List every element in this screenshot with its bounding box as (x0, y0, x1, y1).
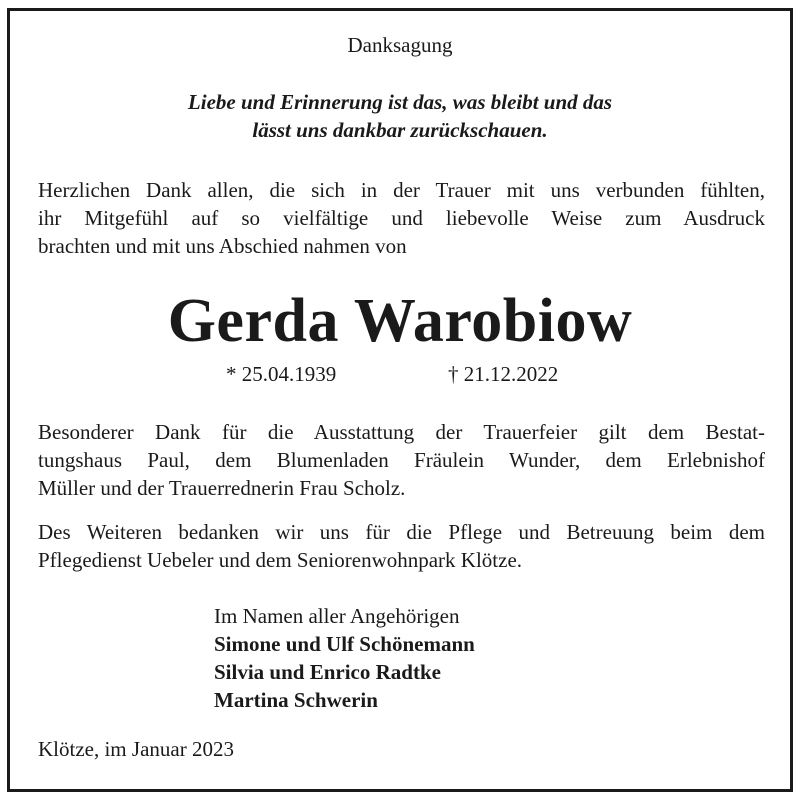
signature-intro: Im Namen aller Angehörigen (214, 604, 460, 628)
motto-line: lässt uns dankbar zurückschauen. (252, 118, 548, 142)
further-thanks-line: Des Weiteren bedanken wir uns für die Pflege und Betreuung beim dem (38, 520, 765, 544)
intro-line: ihr Mitgefühl auf so vielfältige und liebevolle Weise zum Ausdruck (38, 206, 765, 230)
deceased-name: Gerda Warobiow (167, 287, 633, 355)
special-thanks-line: Müller und der Trauerrednerin Frau Scholz. (38, 476, 406, 500)
signatory-name: Silvia und Enrico Radtke (214, 660, 441, 684)
death-date: † 21.12.2022 (448, 362, 559, 386)
intro-line: brachten und mit uns Abschied nahmen von (38, 234, 407, 258)
signature-block (214, 602, 475, 714)
special-thanks-line: tungshaus Paul, dem Blumenladen Fräulein Wunder, dem Erlebnishof (38, 448, 765, 472)
intro-paragraph (38, 176, 765, 260)
special-thanks-line: Besonderer Dank für die Ausstattung der Trauerfeier gilt dem Bestat- (38, 420, 765, 444)
further-thanks-paragraph (38, 518, 765, 574)
notice-heading: Danksagung (347, 33, 453, 57)
signatory-name: Martina Schwerin (214, 688, 378, 712)
special-thanks-paragraph (38, 418, 765, 502)
place-date: Klötze, im Januar 2023 (38, 737, 234, 761)
intro-line: Herzlichen Dank allen, die sich in der Trauer mit uns verbunden fühlten, (38, 178, 765, 202)
motto-line: Liebe und Erinnerung ist das, was bleibt und das (187, 90, 613, 114)
signatory-name: Simone und Ulf Schönemann (214, 632, 475, 656)
birth-date: * 25.04.1939 (226, 362, 337, 386)
motto-quote (0, 88, 800, 144)
further-thanks-line: Pflegedienst Uebeler und dem Seniorenwohnpark Klötze. (38, 548, 523, 572)
